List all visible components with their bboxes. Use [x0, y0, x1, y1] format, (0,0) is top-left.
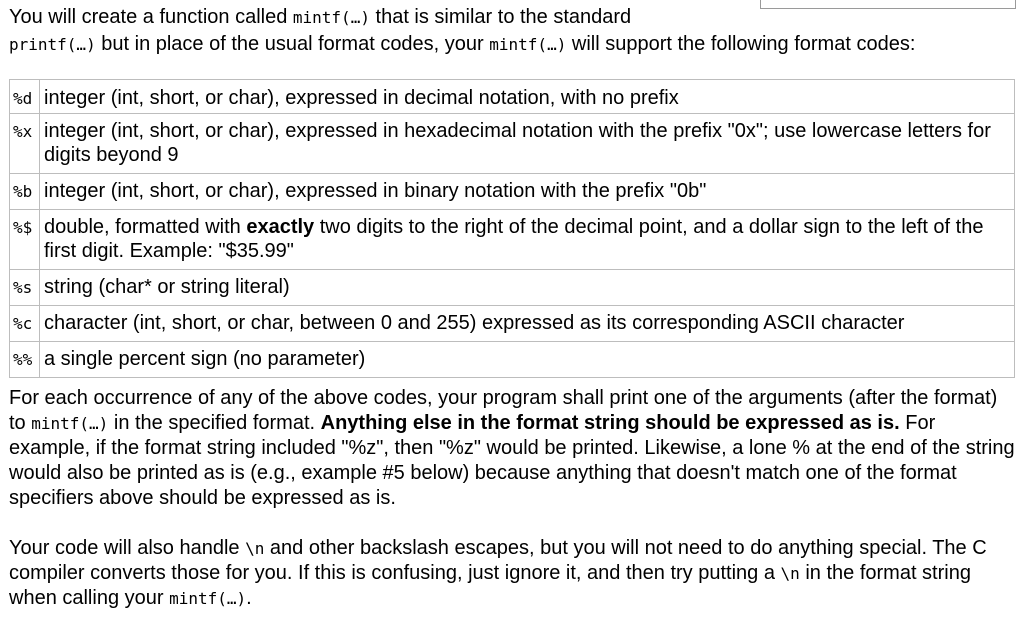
table-row: [10, 342, 1015, 378]
mintf-code: mintf(…): [489, 35, 567, 54]
format-description: integer (int, short, or char), expressed in hexadecimal notation with the prefix "0x"; use lowercase letters for digits beyond 9: [40, 114, 1015, 174]
format-description: integer (int, short, or char), expressed in binary notation with the prefix "0b": [40, 174, 1015, 210]
format-description: a single percent sign (no parameter): [40, 342, 1015, 378]
format-description: character (int, short, or char, between 0 and 255) expressed as its corresponding ASCII character: [40, 306, 1015, 342]
printf-code: printf(…): [9, 35, 96, 54]
table-row: [10, 80, 1015, 114]
table-row: [10, 306, 1015, 342]
format-description: integer (int, short, or char), expressed in decimal notation, with no prefix: [40, 80, 1015, 114]
format-code: %b: [10, 174, 40, 210]
format-description: double, formatted with exactly two digits to the right of the decimal point, and a dollar sign to the left of the first digit. Example: "$35.99": [40, 210, 1015, 270]
mintf-code: mintf(…): [31, 414, 109, 433]
table-row: [10, 210, 1015, 270]
table-row: [10, 114, 1015, 174]
format-code: %x: [10, 114, 40, 174]
intro-text: You will create a function called: [9, 6, 293, 28]
table-row: [10, 270, 1015, 306]
escape-code: \n: [245, 539, 265, 558]
intro-paragraph: [9, 4, 1014, 58]
table-row: [10, 174, 1015, 210]
escape-code: \n: [780, 564, 800, 583]
escapes-paragraph: Your code will also handle \n and other backslash escapes, but you will not need to do anything special. The C compiler converts those for you. If this is confusing, just ignore it, and then try putting a \n in the format string when calling your mintf(…).: [9, 537, 987, 609]
format-codes-table: [9, 79, 1015, 378]
emphasis-text: Anything else in the format string should be expressed as is.: [320, 412, 900, 434]
format-description: string (char* or string literal): [40, 270, 1015, 306]
intro-text: will support the following format codes:: [566, 33, 916, 55]
intro-text: but in place of the usual format codes, your: [95, 33, 490, 55]
format-code: %d: [10, 80, 40, 114]
mintf-code: mintf(…): [292, 8, 370, 27]
mintf-code: mintf(…): [169, 589, 247, 608]
rules-paragraph: For each occurrence of any of the above codes, your program shall print one of the arguments (after the format) to mintf(…) in the specified format. Anything else in the format string should be expressed as is. For example, if the format string included "%z", then "%z" would be printed. Likewise, a lone % at the end of the string would also be printed as is (e.g., example #5 below) because anything that doesn't match one of the format specifiers above should be expressed as is.: [9, 387, 1015, 509]
format-code: %c: [10, 306, 40, 342]
intro-text: that is similar to the standard: [369, 6, 632, 28]
format-code: %%: [10, 342, 40, 378]
format-code: %s: [10, 270, 40, 306]
format-code: %$: [10, 210, 40, 270]
